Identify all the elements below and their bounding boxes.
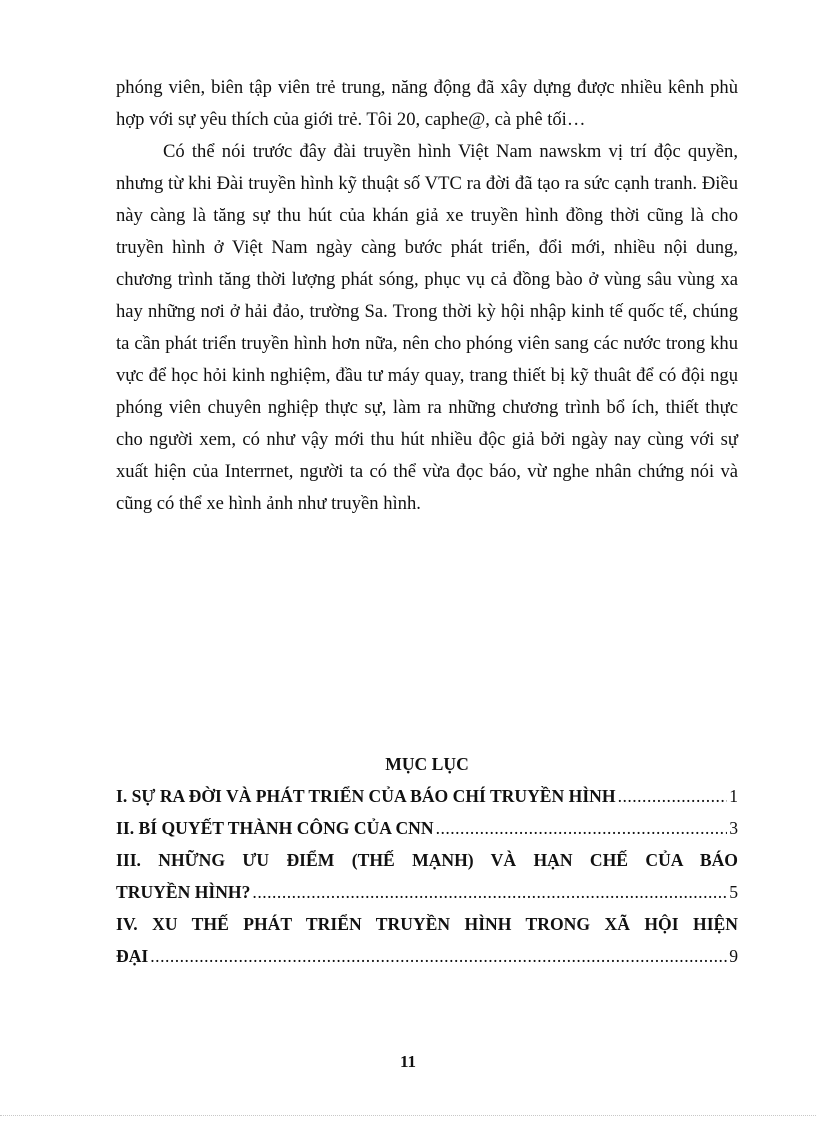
page-bottom-divider [0, 1115, 816, 1116]
toc-entry-page: 5 [729, 882, 738, 902]
toc-leader-dots [618, 780, 728, 812]
toc-entry-text: ĐẠI [116, 946, 149, 966]
page-number: 11 [399, 1052, 417, 1071]
paragraph-2: Có thể nói trước đây đài truyền hình Việt Nam nawskm vị trí độc quyền, nhưng từ khi Đài truyền hình kỹ thuật số VTC ra đời đã tạo ra sức cạnh tranh. Điều này càng là tăng sự thu hút của khán giả xe truyền hình đồng thời cũng là cho truyền hình ở Việt Nam ngày càng bước phát triển, đổi mới, nhiều nội dung, chương trình tăng thời lượng phát sóng, phục vụ cả đồng bào ở vùng sâu vùng xa hay những nơi ở hải đảo, trường Sa. Trong thời kỳ hội nhập kinh tế quốc tế, chúng ta cần phát triển truyền hình hơn nữa, nên cho phóng viên sang các nước trong khu vực để học hỏi kinh nghiệm, đầu tư máy quay, trang thiết bị kỹ thuât để có đội ngụ phóng viên chuyên nghiệp thực sự, làm ra những chương trình bổ ích, thiết thực cho người xem, có như vậy mới thu hút nhiều độc giả bởi ngày nay cùng với sự xuất hiện của Interrnet, người ta có thể vừa đọc báo, vừ nghe nhân chứng nói và cũng có thể xe hình ảnh như truyền hình. [116, 141, 738, 514]
toc-entry-text: II. BÍ QUYẾT THÀNH CÔNG CỦA CNN [116, 818, 434, 838]
toc-entry-4[interactable] [116, 940, 738, 972]
paragraph-1: phóng viên, biên tập viên trẻ trung, năng động đã xây dựng được nhiều kênh phù hợp với sự yêu thích của giới trẻ. Tôi 20, caphe@, cà phê tối… [116, 77, 738, 130]
toc-entry-2[interactable] [116, 812, 738, 844]
toc-title: MỤC LỤC [385, 754, 469, 774]
toc-entry-3[interactable] [116, 876, 738, 908]
toc-leader-dots [436, 812, 728, 844]
toc-entry-1[interactable] [116, 780, 738, 812]
toc-entry-page: 3 [729, 818, 738, 838]
toc-entry-text: TRUYỀN HÌNH? [116, 882, 251, 902]
body-text [116, 72, 738, 520]
toc-entry-page: 9 [729, 946, 738, 966]
table-of-contents [116, 748, 738, 972]
toc-leader-dots [150, 940, 727, 972]
toc-entry-3-line-1[interactable]: III. NHỮNG ƯU ĐIỂM (THẾ MẠNH) VÀ HẠN CHẾ CỦA BÁO [116, 850, 738, 870]
toc-entry-page: 1 [729, 786, 738, 806]
toc-entry-text: I. SỰ RA ĐỜI VÀ PHÁT TRIỂN CỦA BÁO CHÍ TRUYỀN HÌNH [116, 786, 616, 806]
toc-leader-dots [252, 876, 727, 908]
toc-entry-4-line-1[interactable]: IV. XU THẾ PHÁT TRIỂN TRUYỀN HÌNH TRONG XÃ HỘI HIỆN [116, 914, 738, 934]
